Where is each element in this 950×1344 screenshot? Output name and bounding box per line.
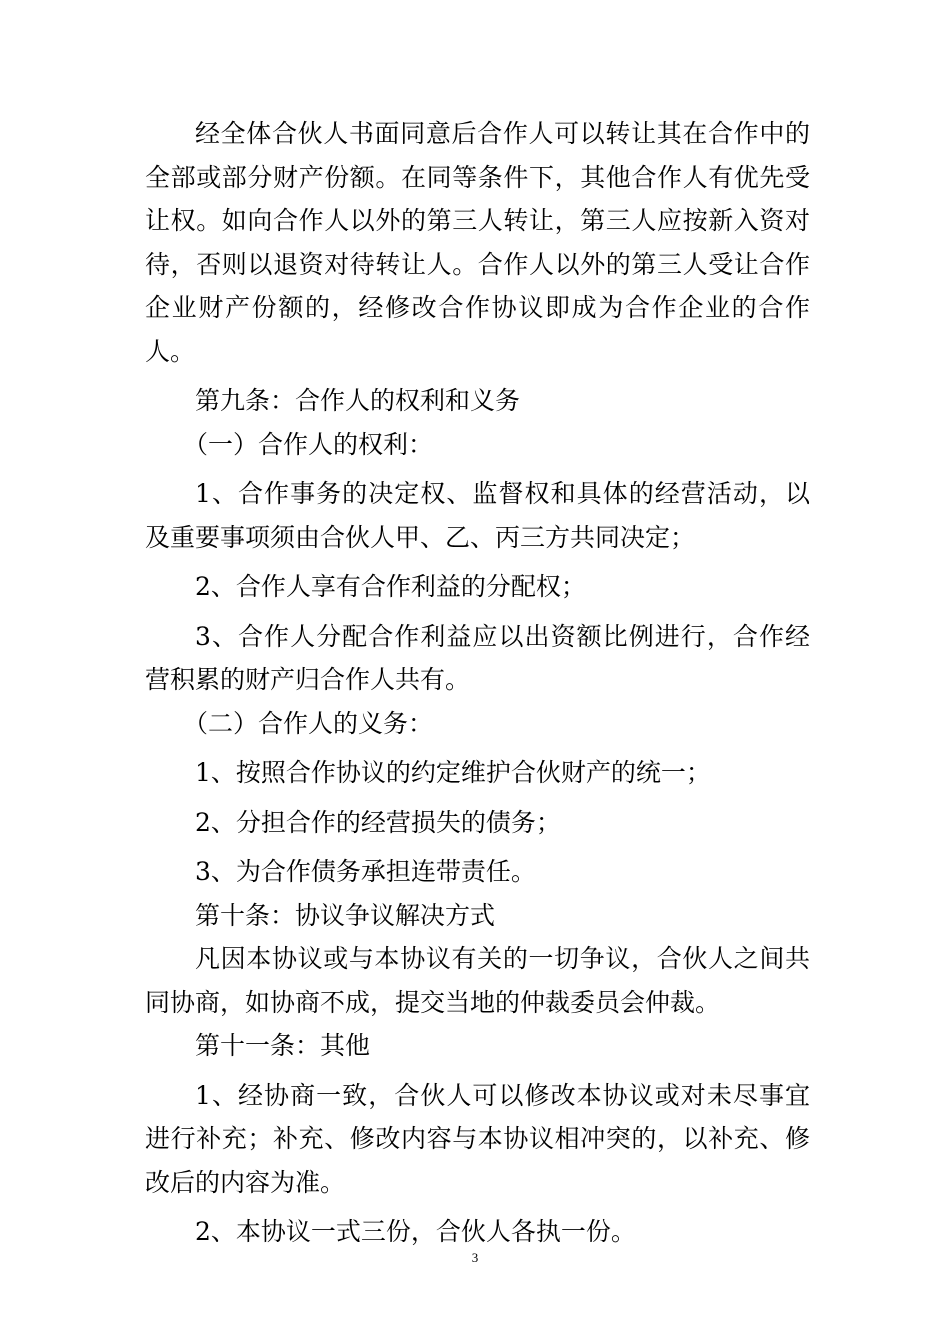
duties-item-3: 3、为合作债务承担连带责任。 (195, 857, 536, 886)
article-9-heading: 第九条：合作人的权利和义务 (195, 386, 521, 415)
rights-item-2: 2、合作人享有合作利益的分配权； (195, 572, 586, 601)
document-body (145, 112, 810, 1254)
other-item-1: 1、经协商一致，合伙人可以修改本协议或对未尽事宜进行补充；补充、修改内容与本协议相冲突的，以补充、修改后的内容为准。 (145, 1080, 810, 1197)
article-11-heading: 第十一条：其他 (195, 1031, 371, 1060)
dispute-resolution-paragraph: 凡因本协议或与本协议有关的一切争议，合伙人之间共同协商，如协商不成，提交当地的仲裁委员会仲裁。 (145, 944, 810, 1017)
article-10-heading: 第十条：协议争议解决方式 (195, 900, 496, 930)
section-rights-heading: （一）合作人的权利： (183, 429, 434, 459)
rights-item-1: 1、合作事务的决定权、监督权和具体的经营活动，以及重要事项须由合伙人甲、乙、丙三方共同决定； (145, 479, 810, 552)
duties-item-1: 1、按照合作协议的约定维护合伙财产的统一； (195, 758, 711, 787)
other-item-2: 2、本协议一式三份，合伙人各执一份。 (195, 1217, 636, 1246)
page-number: 3 (471, 1250, 479, 1265)
rights-item-3: 3、合作人分配合作利益应以出资额比例进行，合作经营积累的财产归合作人共有。 (145, 621, 810, 694)
paragraph-transfer-rules: 经全体合伙人书面同意后合作人可以转让其在合作中的全部或部分财产份额。在同等条件下，其他合作人有优先受让权。如向合作人以外的第三人转让，第三人应按新入资对待，否则以退资对待转让人。合作人以外的第三人受让合作企业财产份额的，经修改合作协议即成为合作企业的合作人。 (145, 119, 810, 366)
section-duties-heading: （二）合作人的义务： (183, 708, 434, 738)
duties-item-2: 2、分担合作的经营损失的债务； (195, 807, 561, 837)
